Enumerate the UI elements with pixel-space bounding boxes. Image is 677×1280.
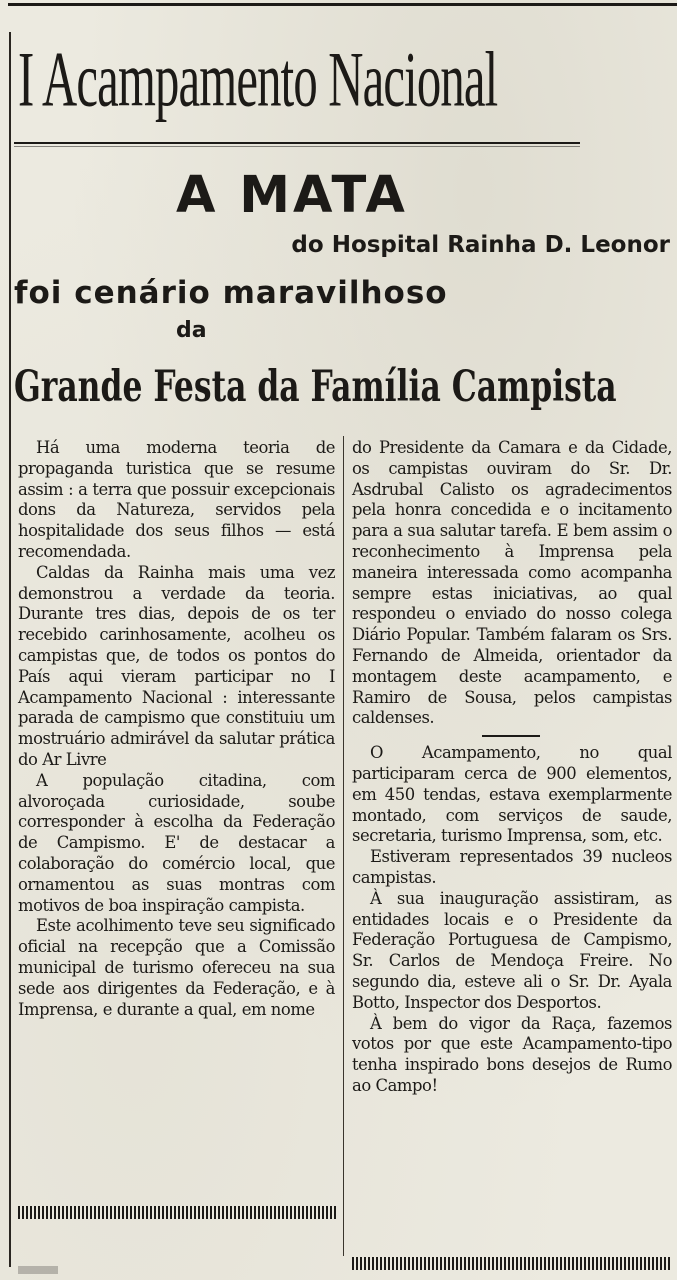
article-paragraph: do Presidente da Camara e da Cidade, os campistas ouviram do Sr. Dr. Asdrubal Calisto os agradecimentos pela honra concedida e o incitamento para a sua salutar tarefa. E bem assim o reconhecimento à Imprensa pela maneira interessada como acompanha sempre estas iniciativas, ao qual respondeu o enviado do nosso colega Diário Popular. Também falaram os Srs. Fernando de Almeida, orientador da montagem deste acampamento, e Ramiro de Sousa, pelos campistas caldenses. <box>352 438 672 728</box>
article-paragraph: Estiveram representados 39 nucleos campistas. <box>352 847 672 887</box>
masthead-rule <box>14 142 580 144</box>
article-paragraph: O Acampamento, no qual participaram cerca de 900 elementos, em 450 tendas, estava exemplarmente montado, com serviços de saude, secretaria, turismo Imprensa, som, etc. <box>352 743 672 846</box>
article-paragraph: Este acolhimento teve seu significado oficial na recepção que a Comissão municipal de turismo ofereceu na sua sede aos dirigentes da Federação, e à Imprensa, e durante a qual, em nome <box>18 916 335 1019</box>
article-paragraph: À bem do vigor da Raça, fazemos votos por que este Acampamento-tipo tenha inspirado bons desejos de Rumo ao Campo! <box>352 1013 672 1095</box>
headline-subtitle: do Hospital Rainha D. Leonor <box>291 232 670 258</box>
article-paragraph: A população citadina, com alvoroçada curiosidade, soube corresponder à escolha da Federação de Campismo. E' de destacar a colaboração do comércio local, que ornamentou as suas montras com motivos de boa inspiração campista. <box>18 770 335 915</box>
column-end-bar <box>18 1206 336 1219</box>
headline-connector: da <box>176 318 207 343</box>
article-paragraph: À sua inauguração assistiram, as entidades locais e o Presidente da Federação Portuguesa de Campismo, Sr. Carlos de Mendoça Freire. No segundo dia, esteve ali o Sr. Dr. Ayala Botto, Inspector dos Desportos. <box>352 888 672 1012</box>
article-right-column <box>352 438 672 1097</box>
column-divider <box>343 436 344 1256</box>
masthead-rule-thin <box>14 146 580 147</box>
headline-main: A MATA <box>176 166 408 225</box>
section-separator <box>352 729 672 743</box>
headline-festival-title: Grande Festa da Família Campista <box>14 362 617 412</box>
top-border-rule <box>8 3 677 6</box>
section-masthead: I Acampamento Nacional <box>18 35 498 124</box>
article-left-column <box>18 438 335 1020</box>
headline-deck: foi cenário maravilhoso <box>14 275 448 311</box>
article-paragraph: Há uma moderna teoria de propaganda turistica que se resume assim : a terra que possuir excepcionais dons da Natureza, servidos pela hospitalidade dos seus filhos — está recomendada. <box>18 438 335 561</box>
column-end-bar <box>352 1257 672 1270</box>
left-border-rule <box>9 32 11 1267</box>
print-shadow-mark <box>18 1266 58 1274</box>
article-paragraph: Caldas da Rainha mais uma vez demonstrou a verdade da teoria. Durante tres dias, depois de os ter recebido carinhosamente, acolheu os campistas que, de todos os pontos do País aqui vieram participar no I Acampamento Nacional : interessante parada de campismo que constituiu um mostruário admirável da salutar prática do Ar Livre <box>18 562 335 769</box>
